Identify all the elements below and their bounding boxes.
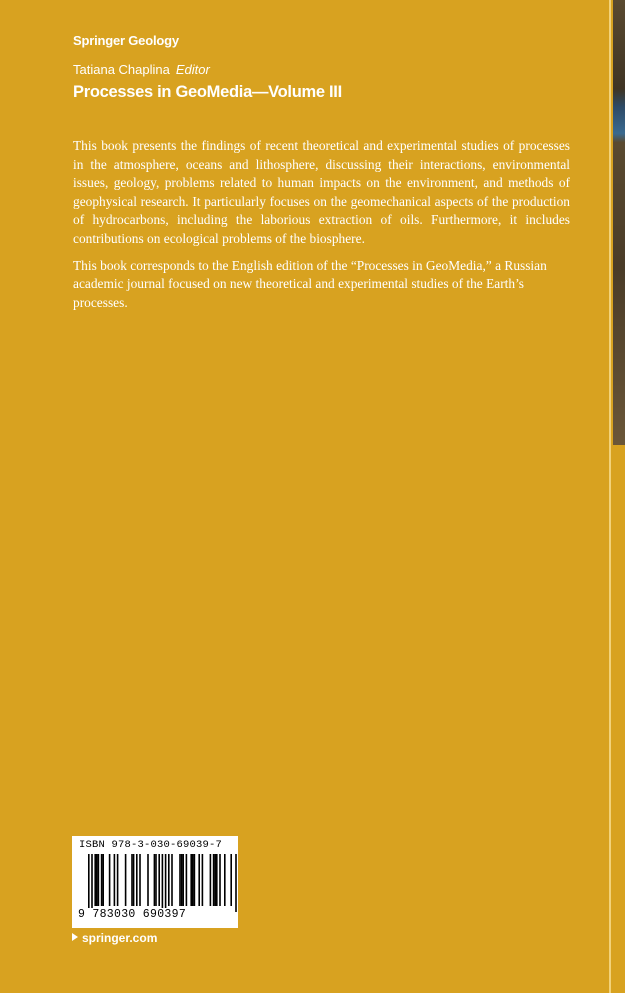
barcode-bar — [181, 854, 183, 906]
publisher-link[interactable] — [72, 931, 157, 945]
barcode-bar — [230, 854, 232, 906]
barcode-bar — [154, 854, 156, 906]
barcode-bar — [96, 854, 98, 906]
editor-role: Editor — [175, 62, 210, 77]
isbn-barcode — [72, 836, 238, 928]
barcode-bar — [102, 854, 104, 906]
barcode-bar — [165, 854, 167, 912]
book-title: Processes in GeoMedia—Volume III — [73, 83, 342, 101]
spine-cover-image — [613, 0, 625, 445]
barcode-bar — [155, 854, 157, 906]
barcode-bar — [101, 854, 103, 906]
book-spine-edge — [609, 0, 625, 993]
barcode-bar — [198, 854, 200, 906]
isbn-label: ISBN 978-3-030-69039-7 — [79, 839, 223, 851]
barcode-bar — [190, 854, 192, 906]
barcode-bar — [98, 854, 100, 906]
barcode-digits: 9 783030 690397 — [78, 908, 187, 921]
barcode-bar — [94, 854, 96, 906]
barcode-bar — [133, 854, 135, 906]
barcode-bar — [114, 854, 116, 906]
triangle-arrow-icon — [72, 933, 78, 941]
barcode-bar — [186, 854, 188, 906]
barcode-bar — [117, 854, 119, 906]
barcode-bar — [214, 854, 216, 906]
description-paragraph-2: This book corresponds to the English edition of the “Processes in GeoMedia,” a Russian academic journal focused on new theoretical and experimental studies of the Earth’s processes. — [73, 257, 547, 310]
barcode-bar — [158, 854, 160, 906]
barcode-bar — [182, 854, 184, 906]
barcode-bar — [216, 854, 218, 906]
description-paragraph-1: This book presents the findings of recent theoretical and experimental studies of processes in the atmosphere, oceans and lithosphere, discussing their interactions, environmental issues, geology, problems related to human impacts on the environment, and methods of geophysical research. It particularly focuses on the geomechanical aspects of the production of hydrocarbons, including the laborious extraction of oils. Furthermore, it includes contributions on ecological problems of the biosphere. — [73, 138, 570, 246]
publisher-url: springer.com — [82, 931, 158, 945]
barcode-bar — [210, 854, 212, 906]
barcode-bar — [109, 854, 111, 906]
barcode-bars — [72, 854, 238, 914]
barcode-bar — [224, 854, 226, 906]
barcode-bar — [202, 854, 204, 906]
barcode-bar — [168, 854, 170, 906]
barcode-bar — [192, 854, 194, 906]
barcode-bar — [194, 854, 196, 906]
barcode-bar — [162, 854, 164, 912]
editor-line — [73, 62, 210, 77]
barcode-bar — [91, 854, 93, 912]
barcode-bar — [179, 854, 181, 906]
book-description — [73, 137, 570, 320]
barcode-bar — [219, 854, 221, 906]
barcode-bar — [213, 854, 215, 906]
barcode-bar — [139, 854, 141, 906]
barcode-bar — [88, 854, 90, 912]
barcode-bar — [235, 854, 237, 912]
barcode-bar — [125, 854, 127, 906]
series-name: Springer Geology — [73, 33, 179, 48]
barcode-bar — [171, 854, 173, 906]
editor-name: Tatiana Chaplina — [73, 62, 170, 77]
barcode-bar — [136, 854, 138, 906]
barcode-bar — [147, 854, 149, 906]
barcode-bar — [131, 854, 133, 906]
